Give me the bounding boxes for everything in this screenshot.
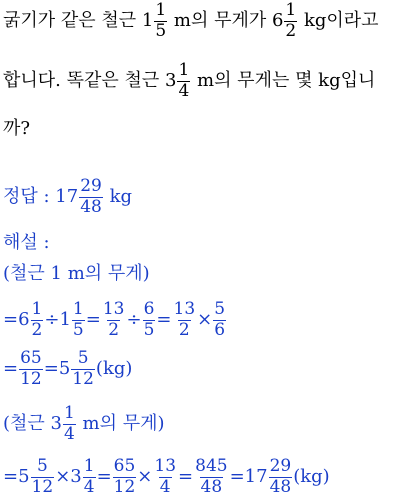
- whole-number: 17: [244, 466, 268, 488]
- fraction: [284, 2, 297, 41]
- text: m의 무게): [76, 413, 165, 435]
- fraction: [19, 350, 43, 389]
- denominator: 6: [214, 319, 226, 340]
- whole-number: 6: [18, 309, 30, 331]
- denominator: 4: [178, 80, 190, 101]
- operator: ×: [55, 466, 71, 488]
- text: 해설 :: [3, 232, 50, 253]
- step2-title: [3, 405, 165, 444]
- unit: (kg): [95, 358, 133, 380]
- denominator: 4: [83, 476, 95, 497]
- fraction: [177, 62, 190, 101]
- whole-number: 17: [55, 186, 79, 208]
- equals: =: [3, 466, 19, 488]
- whole-number: 5: [58, 358, 71, 380]
- denominator: 2: [108, 319, 120, 340]
- numerator: 5: [214, 299, 226, 319]
- denominator: 2: [178, 319, 190, 340]
- text: kg이라고: [298, 10, 379, 32]
- numerator: 1: [63, 403, 75, 423]
- unit: kg: [103, 186, 132, 208]
- numerator: 5: [77, 348, 89, 368]
- step1-equation-2: [3, 350, 132, 389]
- numerator: 29: [269, 456, 292, 476]
- step1-title: [3, 265, 150, 283]
- denominator: 48: [269, 476, 292, 497]
- numerator: 1: [285, 0, 297, 20]
- equals: =: [96, 466, 112, 488]
- equals: =: [3, 358, 19, 380]
- denominator: 4: [159, 476, 171, 497]
- denominator: 12: [31, 476, 54, 497]
- operator: ÷: [44, 309, 60, 331]
- numerator: 1: [155, 0, 167, 20]
- fraction: [113, 458, 137, 497]
- unit: (kg): [293, 466, 330, 488]
- operator: ×: [137, 466, 153, 488]
- equals: =: [178, 466, 194, 488]
- equals: =: [229, 466, 245, 488]
- denominator: 12: [20, 368, 42, 389]
- fraction: [31, 301, 44, 340]
- denominator: 12: [113, 476, 136, 497]
- numerator: 65: [20, 348, 42, 368]
- problem-line-2: [3, 62, 375, 101]
- denominator: 48: [80, 196, 102, 217]
- whole-number: 3: [70, 466, 82, 488]
- numerator: 6: [143, 299, 155, 319]
- whole-number: 3: [50, 413, 62, 435]
- solution-label: [3, 234, 50, 252]
- numerator: 13: [173, 299, 196, 319]
- fraction: [213, 301, 226, 340]
- fraction: [83, 458, 96, 497]
- operator: ×: [197, 309, 213, 331]
- step2-equation: [3, 458, 330, 497]
- text: m의 무게는 몇 kg입니: [191, 70, 376, 92]
- denominator: 2: [31, 319, 43, 340]
- text: (철근: [3, 413, 51, 435]
- fraction: [153, 458, 177, 497]
- fraction: [102, 301, 126, 340]
- text: 합니다. 똑같은 철근: [3, 70, 165, 92]
- fraction: [269, 458, 293, 497]
- denominator: 5: [155, 20, 167, 41]
- fraction: [72, 301, 85, 340]
- fraction: [154, 2, 167, 41]
- fraction: [79, 178, 103, 217]
- numerator: 1: [31, 299, 43, 319]
- fraction: [71, 350, 95, 389]
- step1-equation-1: [3, 301, 227, 340]
- denominator: 48: [200, 476, 223, 497]
- equals: =: [156, 309, 172, 331]
- denominator: 5: [72, 319, 84, 340]
- problem-line-3: [3, 120, 30, 138]
- text: m의 무게가: [168, 10, 272, 32]
- numerator: 29: [80, 176, 102, 196]
- fraction: [194, 458, 228, 497]
- equals: =: [85, 309, 101, 331]
- numerator: 1: [83, 456, 95, 476]
- numerator: 5: [36, 456, 48, 476]
- denominator: 4: [63, 423, 75, 444]
- fraction: [31, 458, 55, 497]
- denominator: 2: [285, 20, 297, 41]
- numerator: 1: [178, 60, 190, 80]
- numerator: 845: [195, 456, 228, 476]
- numerator: 65: [113, 456, 136, 476]
- numerator: 13: [154, 456, 177, 476]
- whole-number: 3: [165, 70, 177, 92]
- whole-number: 6: [271, 10, 284, 32]
- answer-line: [3, 178, 132, 217]
- numerator: 1: [72, 299, 84, 319]
- denominator: 5: [143, 319, 155, 340]
- denominator: 12: [72, 368, 94, 389]
- fraction: [173, 301, 197, 340]
- fraction: [143, 301, 156, 340]
- numerator: 13: [102, 299, 125, 319]
- text: (철근 1 m의 무게): [3, 263, 150, 284]
- fraction: [63, 405, 76, 444]
- whole-number: 5: [18, 466, 30, 488]
- problem-line-1: [3, 2, 379, 41]
- whole-number: 1: [59, 309, 71, 331]
- equals: =: [43, 358, 59, 380]
- text: 까?: [3, 118, 31, 139]
- whole-number: 1: [141, 10, 154, 32]
- equals: =: [3, 309, 19, 331]
- answer-label: 정답 :: [3, 186, 56, 208]
- text: 굵기가 같은 철근: [3, 10, 142, 32]
- operator: ÷: [126, 309, 142, 331]
